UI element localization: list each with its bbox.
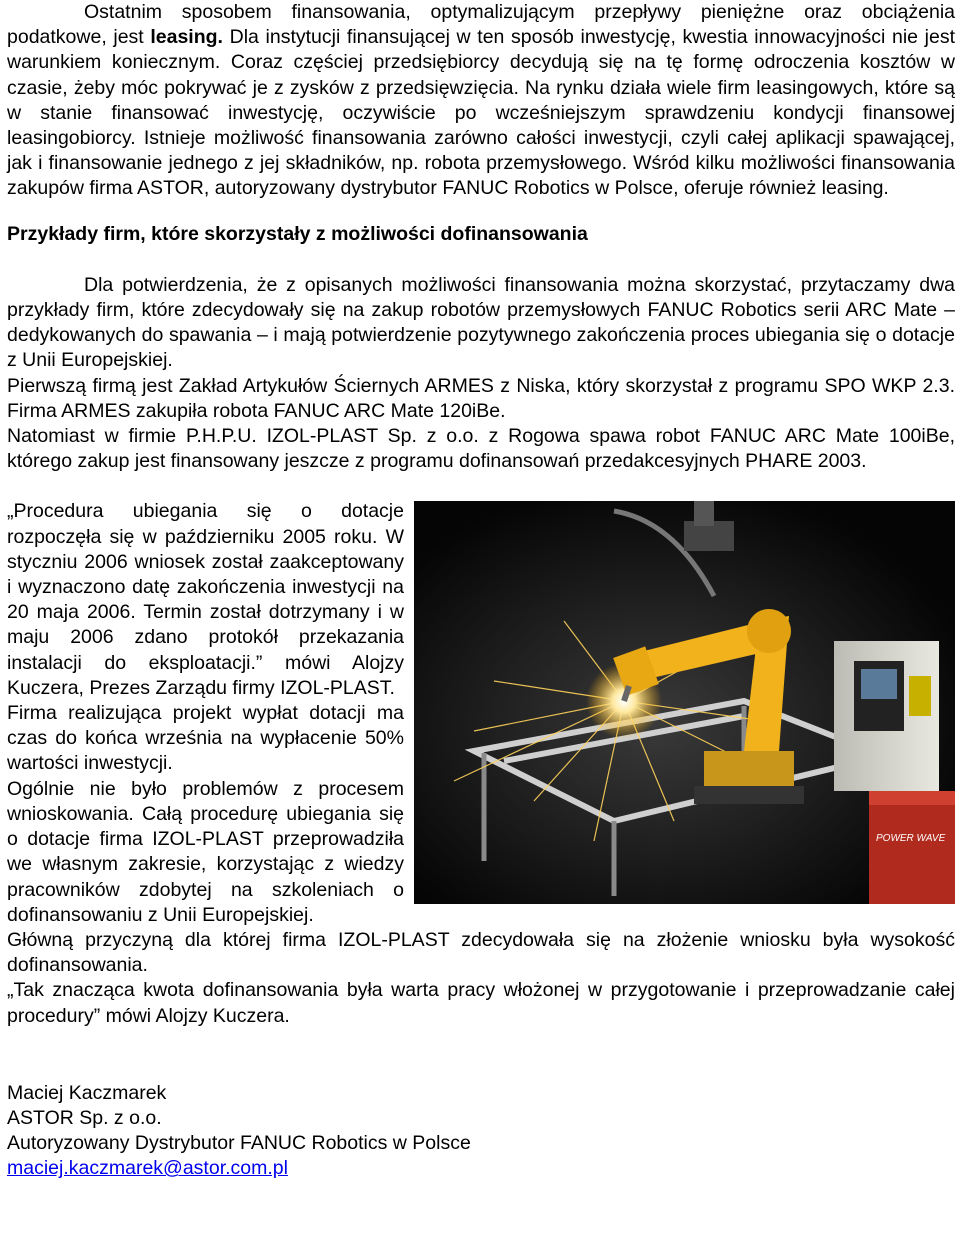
quote-effort: „Tak znacząca kwota dofinansowania była warta pracy włożonej w przygotowanie i przeprowadzanie całej procedury” mówi Alojzy Kuczera. (7, 979, 955, 1027)
paragraph-reason: Główną przyczyną dla której firma IZOL-PLAST zdecydowała się na złożenie wniosku była wysokość dofinansowania. (7, 928, 955, 977)
paragraph-armes: Pierwszą firmą jest Zakład Artykułów Ściernych ARMES z Niska, który skorzystał z programu SPO WKP 2.3. Firma ARMES zakupiła robota FANUC ARC Mate 120iBe. (7, 374, 955, 422)
intro-text-2: Dla instytucji finansującej w ten sposób inwestycję, kwestia innowacyjności nie jest warunkiem koniecznym. Coraz częściej przedsiębiorcy decydują się na tę formę odroczenia kosztów w czasie, żeby móc pokrywać je z zysków z przedsięwzięcia. Na rynku działa wiele firm leasingowych, które są w stanie finansować inwestycję, oczywiście po wcześniejszym sprawdzeniu kondycji finansowej leasingobiorcy. Istnieje możliwość finansowania zarówno całości inwestycji, czyli całej aplikacji spawającej, jak i finansowanie jednego z jej składników, np. robota przemysłowego. Wśród kilku możliwości finansowania zakupów firma ASTOR, autoryzowany dystrybutor FANUC Robotics w Polsce, oferuje również leasing. (7, 26, 955, 200)
paragraph-izol-plast: Natomiast w firmie P.H.P.U. IZOL-PLAST Sp. z o.o. z Rogowa spawa robot FANUC ARC Mate 100iBe, którego zakup jest finansowany jeszcze z programu dofinansowań przedakcesyjnych PHARE 2003. (7, 425, 955, 473)
document-page (7, 0, 955, 1182)
section-heading: Przykłady firm, które skorzystały z możliwości dofinansowania (7, 222, 588, 245)
paragraph-confirmation: Dla potwierdzenia, że z opisanych możliwości finansowania można skorzystać, przytaczamy dwa przykłady firm, które zdecydowały się na zakup robotów przemysłowych FANUC Robotics serii ARC Mate – dedykowanych do spawania – i mają potwierdzenie pozytywnego zakończenia proces ubiegania się o dotacje z Unii Europejskiej. (7, 273, 955, 372)
robot-welding-photo (414, 501, 955, 904)
intro-paragraph (7, 0, 955, 202)
intro-text-1: Ostatnim sposobem finansowania, optymalizującym przepływy pieniężne oraz obciążenia podatkowe, jest (7, 1, 955, 49)
leasing-bold: leasing. (150, 26, 223, 49)
paragraph-payout: Firma realizująca projekt wypłat dotacji ma czas do końca września na wypłacenie 50% wartości inwestycji. (7, 702, 404, 775)
paragraph-process: Ogólnie nie było problemów z procesem wnioskowania. Całą procedurę ubiegania się o dotacje firma IZOL-PLAST przeprowadziła we własnym zakresie, korzystając z wiedzy pracowników zdobytej na szkoleniach o dofinansowaniu z Unii Europejskiej. (7, 777, 404, 926)
email-link[interactable]: maciej.kaczmarek@astor.com.pl (7, 1157, 288, 1180)
author-company: ASTOR Sp. z o.o. (7, 1106, 162, 1129)
author-name: Maciej Kaczmarek (7, 1081, 167, 1104)
welder-label: POWER WAVE (876, 833, 946, 845)
quote-procedure: „Procedura ubiegania się o dotacje rozpoczęła się w październiku 2005 roku. W styczniu 2006 wniosek został zaakceptowany i wyznaczono datę zakończenia inwestycji na 20 maja 2006. Termin został dotrzymany i w maju 2006 zdano protokół przekazania instalacji do eksploatacji.” mówi Alojzy Kuczera, Prezes Zarządu firmy IZOL-PLAST. (7, 500, 404, 699)
signature-block (7, 1081, 955, 1182)
author-role: Autoryzowany Dystrybutor FANUC Robotics w Polsce (7, 1132, 471, 1155)
